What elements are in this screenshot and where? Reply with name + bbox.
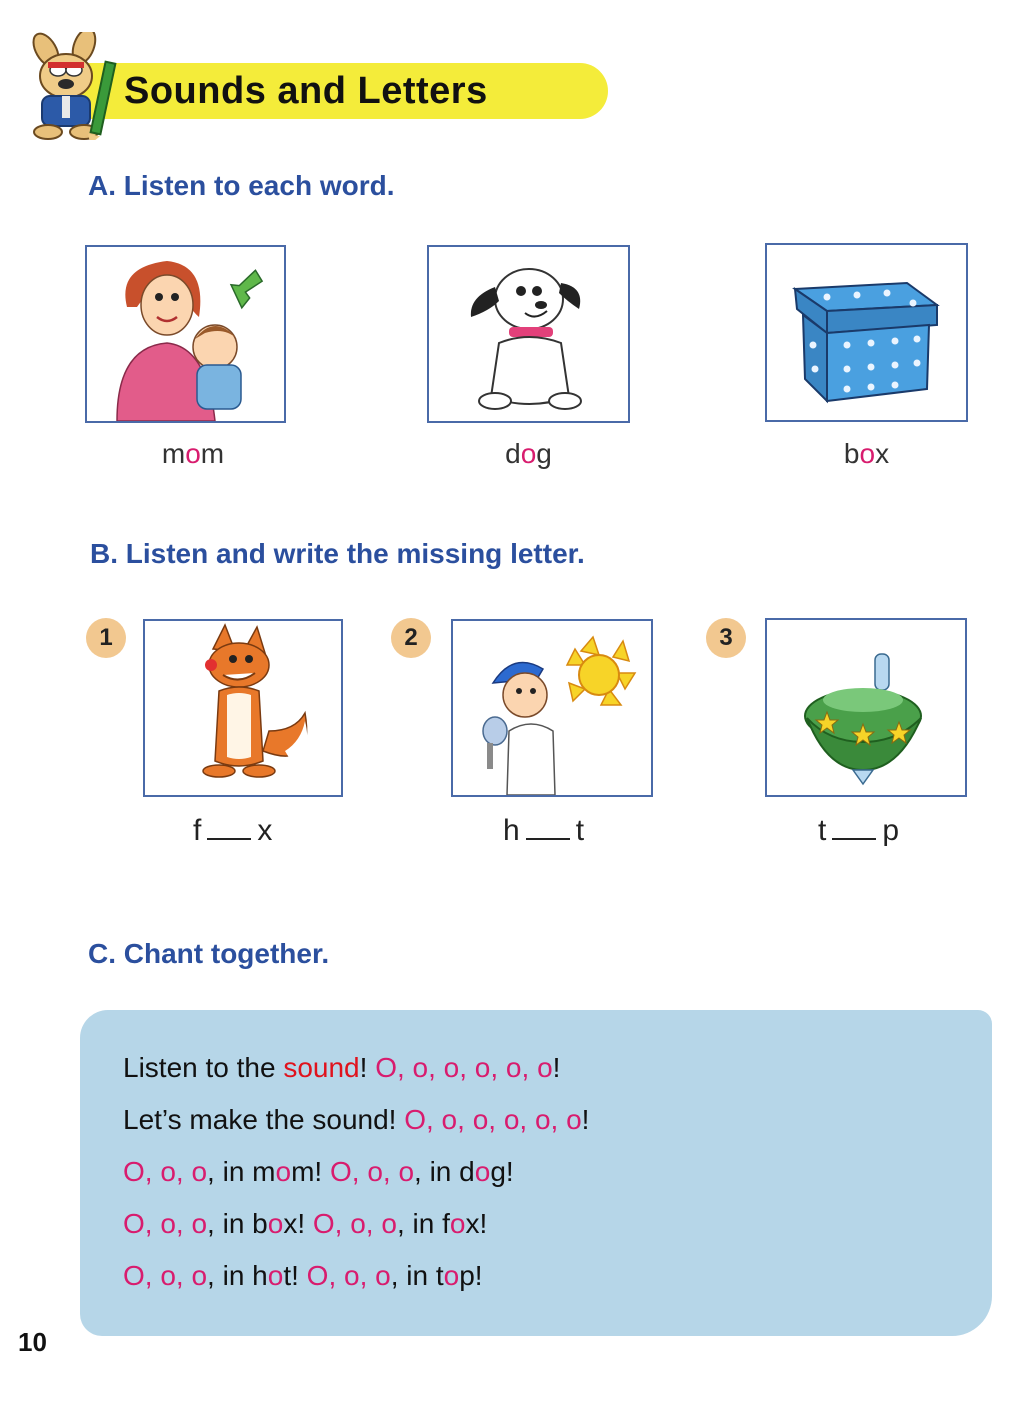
picture-fox: [143, 619, 343, 797]
chant-line-2: Let’s make the sound! O, o, o, o, o, o!: [123, 1104, 590, 1135]
blank-line[interactable]: [526, 816, 570, 840]
picture-dog: [427, 245, 630, 423]
section-b-heading: B. Listen and write the missing letter.: [90, 538, 585, 569]
picture-mom: [85, 245, 286, 423]
hot-boy-icon: [453, 621, 651, 795]
number-badge: 2: [391, 618, 431, 658]
section-a-heading: A. Listen to each word.: [88, 170, 395, 201]
box-icon: [767, 245, 966, 420]
page-title: Sounds and Letters: [124, 70, 488, 112]
picture-hot: [451, 619, 653, 797]
picture-top: [765, 618, 967, 797]
number-badge: 3: [706, 618, 746, 658]
chant-line-5: O, o, o, in hot! O, o, o, in top!: [123, 1260, 483, 1291]
word-dog: dog: [505, 438, 552, 469]
word-box: box: [843, 438, 890, 469]
dog-icon: [429, 247, 628, 421]
chant-line-3: O, o, o, in mom! O, o, o, in dog!: [123, 1156, 514, 1187]
mom-icon: [87, 247, 284, 421]
fill-in-word-1: f x: [193, 814, 273, 847]
number-badge: 1: [86, 618, 126, 658]
fox-icon: [145, 621, 341, 795]
picture-box: [765, 243, 968, 422]
section-c-heading: C. Chant together.: [88, 938, 330, 969]
chant-line-4: O, o, o, in box! O, o, o, in fox!: [123, 1208, 488, 1239]
blank-line[interactable]: [207, 816, 251, 840]
page-number: 10: [18, 1327, 47, 1357]
word-mom: mom: [161, 438, 225, 469]
spinning-top-icon: [767, 620, 965, 795]
blank-line[interactable]: [832, 816, 876, 840]
fill-in-word-3: t p: [818, 814, 900, 847]
rabbit-mascot-icon: [18, 32, 122, 140]
fill-in-word-2: h t: [503, 814, 585, 847]
chant-line-1: Listen to the sound! O, o, o, o, o, o!: [123, 1052, 561, 1083]
